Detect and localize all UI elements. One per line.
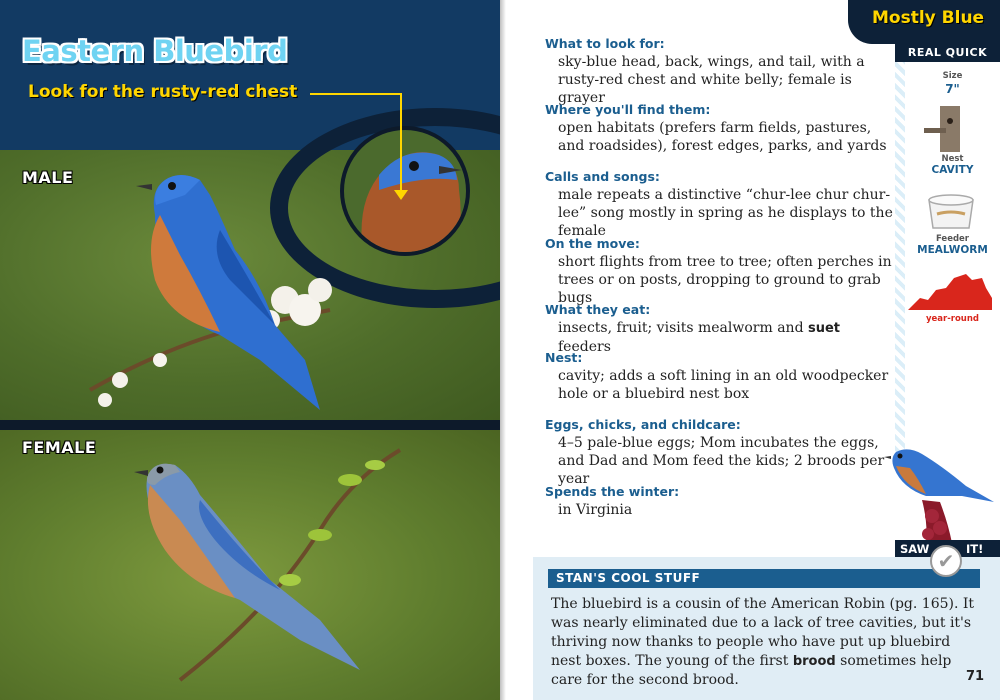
female-label: FEMALE	[22, 438, 97, 457]
male-label: MALE	[22, 168, 74, 187]
sidebar-stripe	[895, 62, 905, 462]
glossary-term-suet: suet	[807, 321, 841, 336]
saw-it-label-left: SAW	[900, 542, 930, 556]
section-spends-winter	[545, 484, 895, 519]
size-label: Size	[942, 71, 963, 81]
section-eggs-chicks	[545, 417, 895, 488]
section-body: male repeats a distinctive “chur-lee chur chur-lee” song mostly in spring as he displays to the female	[558, 187, 893, 239]
feeder-value: MEALWORM	[917, 244, 988, 256]
saw-it-label-right: IT!	[966, 542, 984, 556]
size-value: 7"	[945, 82, 960, 96]
range-label: year-round	[926, 314, 979, 324]
page-title: Eastern Bluebird	[22, 34, 288, 68]
saw-it-checkbox[interactable]: ✔	[930, 545, 962, 577]
section-body: sky-blue head, back, wings, and tail, with a rusty-red chest and white belly; female is grayer	[558, 54, 865, 106]
section-heading: What they eat:	[545, 302, 651, 317]
pointer-line	[310, 93, 402, 95]
section-what-they-eat	[545, 302, 895, 356]
male-bluebird-illustration	[60, 160, 360, 420]
section-heading: Where you'll find them:	[545, 102, 711, 117]
section-on-the-move	[545, 236, 895, 307]
nest-value: CAVITY	[931, 164, 974, 176]
glossary-term-brood: brood	[792, 654, 836, 669]
section-heading: On the move:	[545, 236, 640, 251]
section-calls-and-songs	[545, 169, 895, 240]
cool-stuff-text	[551, 595, 983, 690]
page-number: 71	[966, 669, 985, 684]
section-body: short flights from tree to tree; often perches in trees or on posts, dropping to ground to grab bugs	[558, 254, 892, 306]
section-heading: What to look for:	[545, 36, 665, 51]
feeder-label: Feeder	[935, 234, 970, 244]
nest-cavity-icon	[922, 106, 972, 152]
pointer-line-vertical	[400, 93, 402, 193]
tagline: Look for the rusty-red chest	[28, 82, 298, 102]
section-body: in Virginia	[558, 502, 633, 518]
section-heading: Nest:	[545, 350, 583, 365]
mealworm-feeder-icon	[925, 190, 977, 232]
section-body: 4–5 pale-blue eggs; Mom incubates the eggs, and Dad and Mom feed the kids; 2 broods per year	[558, 435, 885, 487]
section-nest	[545, 350, 895, 403]
page-spine-shadow	[500, 0, 506, 700]
saw-it-bluebird-thumbnail	[882, 438, 997, 543]
section-body: cavity; adds a soft lining in an old woodpecker hole or a bluebird nest box	[558, 368, 889, 402]
body-text: The bluebird is a cousin of the American Robin (pg. 165). It was nearly eliminated due to a lack of tree cavities, but it's thriving now thanks to people who have put up bluebird nest boxes. The young of the first	[551, 596, 975, 669]
body-text: feeders	[558, 339, 611, 355]
nest-label: Nest	[941, 154, 964, 164]
section-body: open habitats (prefers farm fields, pastures, and roadsides), forest edges, parks, and yards	[558, 120, 887, 154]
body-text: sometimes help care for the second brood.	[551, 653, 952, 688]
female-bluebird-illustration	[120, 440, 420, 690]
pointer-arrow-icon	[394, 190, 408, 200]
section-heading: Eggs, chicks, and childcare:	[545, 417, 741, 432]
color-category-label: Mostly Blue	[872, 8, 985, 28]
section-what-to-look-for	[545, 36, 895, 107]
body-text: insects, fruit; visits mealworm and	[558, 320, 808, 336]
virginia-range-map-icon	[906, 270, 994, 312]
section-heading: Spends the winter:	[545, 484, 680, 499]
section-heading: Calls and songs:	[545, 169, 660, 184]
real-quick-header: REAL QUICK	[895, 44, 1000, 62]
cool-stuff-heading: STAN'S COOL STUFF	[548, 569, 980, 588]
section-where-found	[545, 102, 895, 155]
photo-divider	[0, 420, 500, 430]
